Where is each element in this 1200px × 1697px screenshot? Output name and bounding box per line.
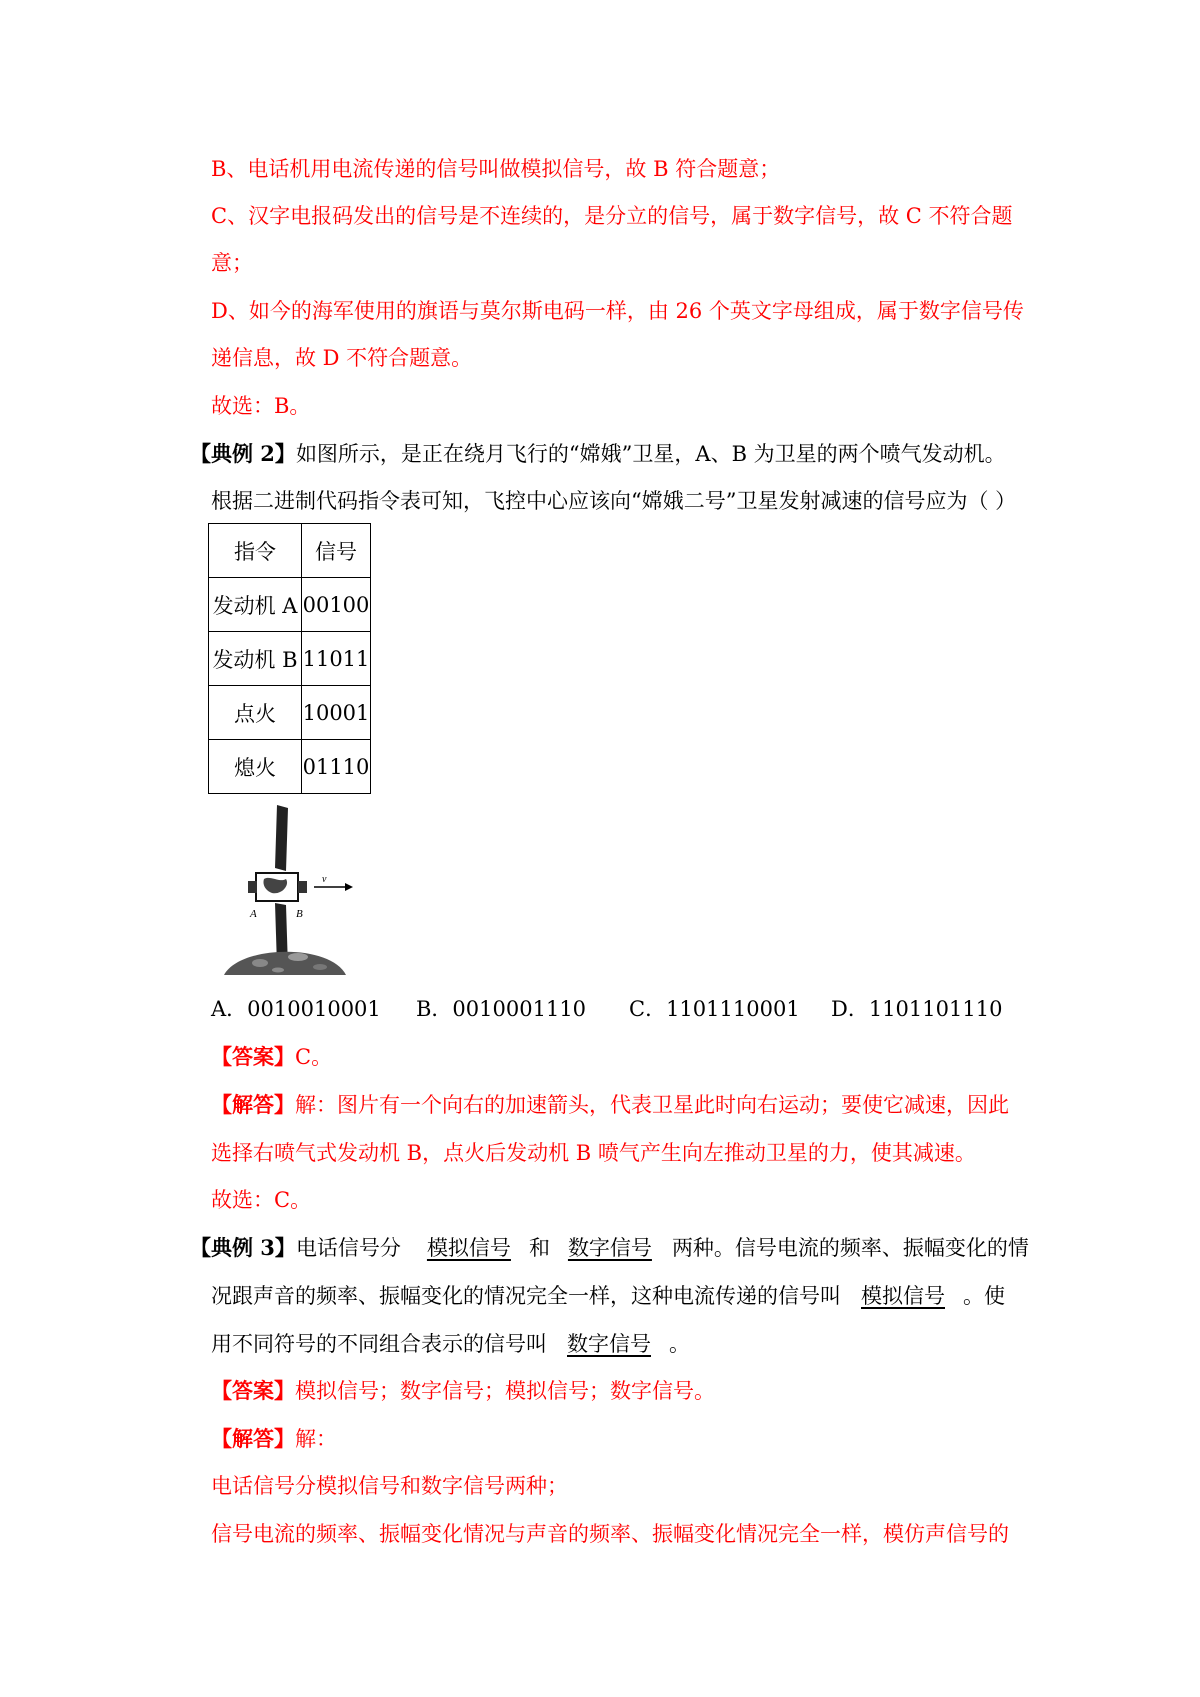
table-cell: 点火 bbox=[209, 686, 302, 740]
example3-analysis-line2: 信号电流的频率、振幅变化情况与声音的频率、振幅变化情况完全一样，模仿声信号的 bbox=[211, 1522, 1009, 1546]
table-cell: 11011 bbox=[302, 632, 371, 686]
solution-option-b: B、电话机用电流传递的信号叫做模拟信号，故 B 符合题意； bbox=[211, 157, 781, 181]
analysis-tag: 【解答】 bbox=[211, 1092, 295, 1117]
moon-crater bbox=[272, 968, 284, 973]
example2-analysis-line1 bbox=[211, 1090, 1009, 1120]
example3-tag: 【典例 3】 bbox=[190, 1235, 296, 1260]
engine-b-nozzle bbox=[298, 881, 307, 893]
example2-question-line2: 根据二进制代码指令表可知，飞控中心应该向“嫦娥二号”卫星发射减速的信号应为（ ） bbox=[211, 489, 1017, 513]
question-text: 。使 bbox=[963, 1284, 1005, 1308]
table-row bbox=[209, 740, 371, 794]
moon-crater bbox=[288, 953, 308, 961]
satellite-figure bbox=[220, 805, 360, 975]
command-table bbox=[208, 523, 371, 794]
analysis-tag: 【解答】 bbox=[211, 1426, 295, 1451]
analysis-text: 解： bbox=[295, 1427, 337, 1451]
blank-3: 模拟信号 bbox=[861, 1284, 945, 1308]
example3-question-line3 bbox=[211, 1329, 690, 1359]
question-text: 用不同符号的不同组合表示的信号叫 bbox=[211, 1332, 547, 1356]
solution-option-d-line2: 递信息，故 D 不符合题意。 bbox=[211, 346, 473, 370]
label-v: v bbox=[322, 874, 327, 885]
upper-solar-panel bbox=[275, 805, 288, 871]
blank-2: 数字信号 bbox=[567, 1236, 652, 1260]
table-row bbox=[209, 686, 371, 740]
option-a: A．0010010001 bbox=[211, 997, 381, 1021]
table-cell: 01110 bbox=[302, 740, 371, 794]
example2-choice: 故选：C。 bbox=[211, 1188, 312, 1212]
example2-question-line1 bbox=[190, 439, 1006, 469]
example3-analysis-head bbox=[211, 1424, 337, 1454]
option-c: C．1101110001 bbox=[629, 997, 800, 1021]
table-cell: 00100 bbox=[302, 578, 371, 632]
question-text: 况跟声音的频率、振幅变化的情况完全一样，这种电流传递的信号叫 bbox=[211, 1284, 841, 1308]
answer-tag: 【答案】 bbox=[211, 1044, 295, 1069]
example2-tag: 【典例 2】 bbox=[190, 441, 296, 466]
solution-option-c-line2: 意； bbox=[211, 251, 253, 275]
option-d: D．1101101110 bbox=[831, 997, 1003, 1021]
table-row bbox=[209, 632, 371, 686]
answer-tag: 【答案】 bbox=[211, 1378, 295, 1403]
table-cell: 熄火 bbox=[209, 740, 302, 794]
example3-answer bbox=[211, 1376, 715, 1406]
question-text: 。 bbox=[669, 1332, 690, 1356]
blank-1: 模拟信号 bbox=[426, 1236, 511, 1260]
velocity-arrow-head bbox=[345, 883, 353, 891]
question-text: 和 bbox=[528, 1236, 550, 1260]
table-header-row bbox=[209, 524, 371, 578]
table-row bbox=[209, 578, 371, 632]
table-cell: 10001 bbox=[302, 686, 371, 740]
label-a: A bbox=[250, 908, 257, 920]
analysis-text: 解：图片有一个向右的加速箭头，代表卫星此时向右运动；要使它减速，因此 bbox=[295, 1093, 1009, 1117]
answer-text: 模拟信号；数字信号；模拟信号；数字信号。 bbox=[295, 1379, 715, 1403]
solution-option-c-line1: C、汉字电报码发出的信号是不连续的，是分立的信号，属于数字信号，故 C 不符合题 bbox=[211, 204, 1013, 228]
blank-4: 数字信号 bbox=[567, 1332, 651, 1356]
example3-question-line2 bbox=[211, 1281, 1005, 1311]
table-cell: 发动机 A bbox=[209, 578, 302, 632]
solution-option-d-line1: D、如今的海军使用的旗语与莫尔斯电码一样，由 26 个英文字母组成，属于数字信号传 bbox=[211, 299, 1024, 323]
question-text: 两种。信号电流的频率、振幅变化的情 bbox=[671, 1236, 1029, 1260]
question-text: 电话信号分 bbox=[295, 1236, 401, 1260]
example3-analysis-line1: 电话信号分模拟信号和数字信号两种； bbox=[211, 1474, 568, 1498]
option-b: B．0010001110 bbox=[416, 997, 587, 1021]
moon-surface bbox=[224, 952, 346, 975]
example2-answer bbox=[211, 1042, 332, 1072]
example2-analysis-line2: 选择右喷气式发动机 B，点火后发动机 B 喷气产生向左推动卫星的力，使其减速。 bbox=[211, 1141, 976, 1165]
moon-crater bbox=[252, 959, 268, 967]
engine-a-nozzle bbox=[248, 881, 257, 893]
example3-question-line1 bbox=[190, 1233, 1029, 1263]
table-cell: 发动机 B bbox=[209, 632, 302, 686]
moon-crater bbox=[313, 964, 327, 970]
label-b: B bbox=[296, 908, 303, 920]
table-header-cell: 信号 bbox=[302, 524, 371, 578]
example2-question-text: 如图所示，是正在绕月飞行的“嫦娥”卫星，A、B 为卫星的两个喷气发动机。 bbox=[295, 442, 1006, 466]
solution-choice: 故选：B。 bbox=[211, 394, 311, 418]
answer-text: C。 bbox=[295, 1045, 333, 1069]
table-header-cell: 指令 bbox=[209, 524, 302, 578]
